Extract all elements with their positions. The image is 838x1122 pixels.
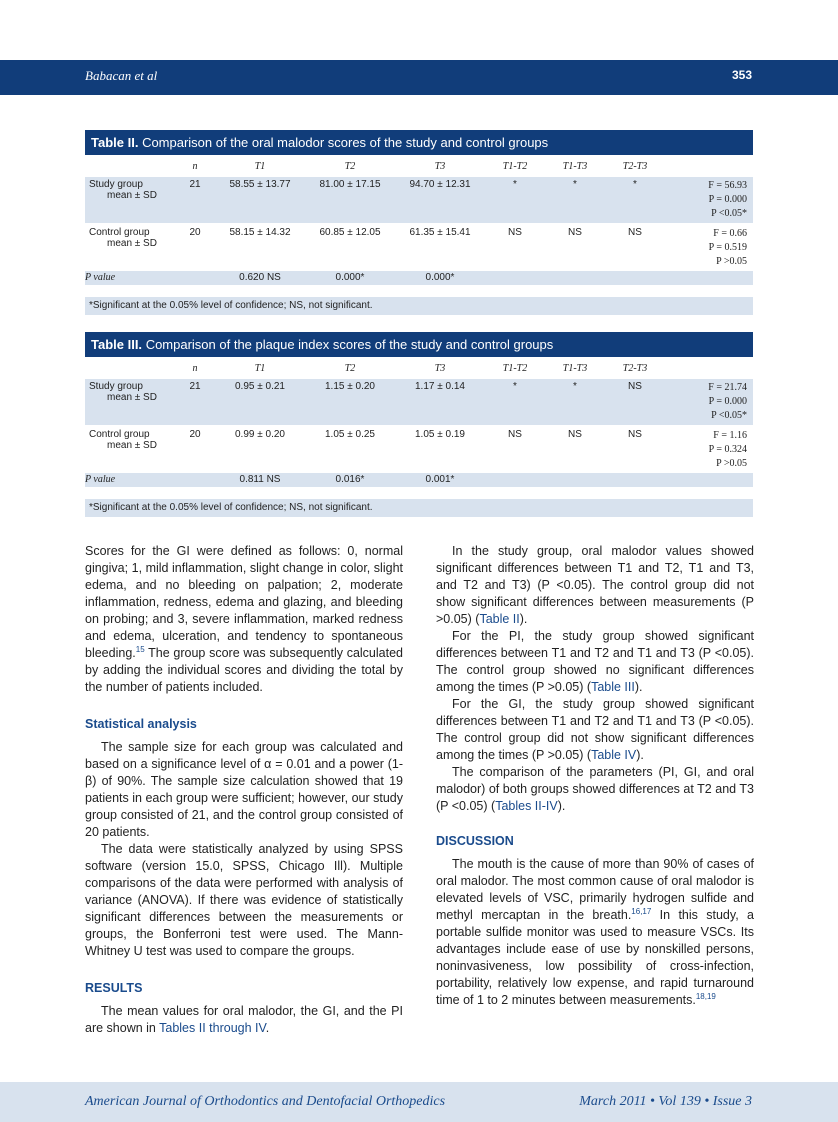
table-link[interactable]: Tables II through IV [159,1021,266,1035]
table-3-title: Table III. Comparison of the plaque index scores of the study and control groups [85,332,753,357]
body-paragraph: For the PI, the study group showed significant differences between T1 and T2 and T1 and T3 (P <0.05). The control group showed no significant differences among the times (P >0.05) (Table III). [436,629,754,694]
running-footer [0,1082,838,1122]
section-heading-statistical-analysis: Statistical analysis [85,717,197,731]
body-paragraph: For the GI, the study group showed significant differences between T1 and T2 and T1 and T3 (P <0.05). The control group did not show significant differences among the times (P >0.05) (Table IV). [436,697,754,762]
table-2-grid [85,155,753,285]
table-pvalue-row: P value 0.620 NS 0.000* 0.000* [85,271,753,285]
body-paragraph: The data were statistically analyzed by using SPSS software (version 15.0, SPSS, Chicago Ill). Multiple comparisons of the data were performed with analysis of variance (ANOVA). If there was evidence of statistically significant differences between the measurements or groups, the Bonferroni test were used. The Mann-Whitney U test was used to compare the groups. [85,842,403,958]
page-number: 353 [731,68,752,82]
issue-info: March 2011 • Vol 139 • Issue 3 [579,1094,752,1109]
table-3 [85,332,753,517]
table-row: Control group mean ± SD 20 58.15 ± 14.32 60.85 ± 12.05 61.35 ± 15.41 NS NS NS F = 0.66 P = 0.519 P >0.05 [89,227,747,267]
body-paragraph: The mean values for oral malodor, the GI, and the PI are shown in Tables II through IV. [85,1004,403,1035]
running-author: Babacan et al [85,68,158,83]
body-paragraph: Scores for the GI were defined as follows: 0, normal gingiva; 1, mild inflammation, slight change in color, slight edema, and no bleeding on palpation; 2, moderate inflammation, redness, edema and glazing, and bleeding on probing; and 3, severe inflammation, marked redness and edema, ulceration, and tendency to spontaneous bleeding.$^{15}$ The group score was subsequently calculated by adding the individual scores and dividing the total by the number of patients included. [85,544,403,694]
table-row: Study group mean ± SD 21 0.95 ± 0.21 1.15 ± 0.20 1.17 ± 0.14 * * NS F = 21.74 P = 0.000 P <0.05* [85,379,753,425]
table-header-row: n T1 T2 T3 T1-T2 T1-T3 T2-T3 [192,362,648,374]
table-3-footnote: *Significant at the 0.05% level of confidence; NS, not significant. [85,499,753,517]
body-paragraph: The comparison of the parameters (PI, GI, and oral malodor) of both groups showed differences at T2 and T3 (P <0.05) (Tables II-IV). [436,765,754,813]
table-link[interactable]: Table II [479,612,520,626]
table-row: Control group mean ± SD 20 0.99 ± 0.20 1.05 ± 0.25 1.05 ± 0.19 NS NS NS F = 1.16 P = 0.324 P >0.05 [89,429,747,469]
body-paragraph: In the study group, oral malodor values showed significant differences between T1 and T2, T1 and T3, and T2 and T3) (P <0.05). The control group did not show significant differences between measurements (P >0.05) (Table II). [436,544,754,626]
section-heading-results: RESULTS [85,981,143,995]
body-paragraph: The sample size for each group was calculated and based on a significance level of α = 0.01 and a power (1-β) of 90%. The sample size calculation showed that 19 patients in each group were sufficient; however, our study group consisted of 21, and the control group consisted of 20 patients. [85,740,404,839]
table-2 [85,130,753,315]
running-header [0,60,838,95]
section-heading-discussion: DISCUSSION [436,834,514,848]
table-2-title: Table II. Comparison of the oral malodor scores of the study and control groups [85,130,753,155]
body-paragraph: The mouth is the cause of more than 90% of cases of oral malodor. The most common cause of oral malodor is elevated levels of VSC, primarily hydrogen sulfide and methyl mercaptan in the breath.$^{16,17}$ In this study, a portable sulfide monitor was used to measure VSCs. Its advantages include ease of use by nonskilled persons, noninvasiveness, low possibility of cross-infection, portability, relatively low expense, and rapid turnaround time of 1 to 2 minutes between measurements.$^{18,19}$ [436,857,754,1007]
table-header-row: n T1 T2 T3 T1-T2 T1-T3 T2-T3 [192,160,648,172]
table-link[interactable]: Table III [591,680,635,694]
table-link[interactable]: Table IV [591,748,637,762]
table-row: Study group mean ± SD 21 58.55 ± 13.77 81.00 ± 17.15 94.70 ± 12.31 * * * F = 56.93 P = 0.000 P <0.05* [85,177,753,223]
table-link[interactable]: Tables II-IV [495,799,558,813]
table-3-grid [85,357,753,487]
left-column [85,543,403,1037]
right-column [436,543,754,1009]
table-pvalue-row: P value 0.811 NS 0.016* 0.001* [85,473,753,487]
table-2-footnote: *Significant at the 0.05% level of confidence; NS, not significant. [85,297,753,315]
journal-name: American Journal of Orthodontics and Dentofacial Orthopedics [85,1094,446,1109]
